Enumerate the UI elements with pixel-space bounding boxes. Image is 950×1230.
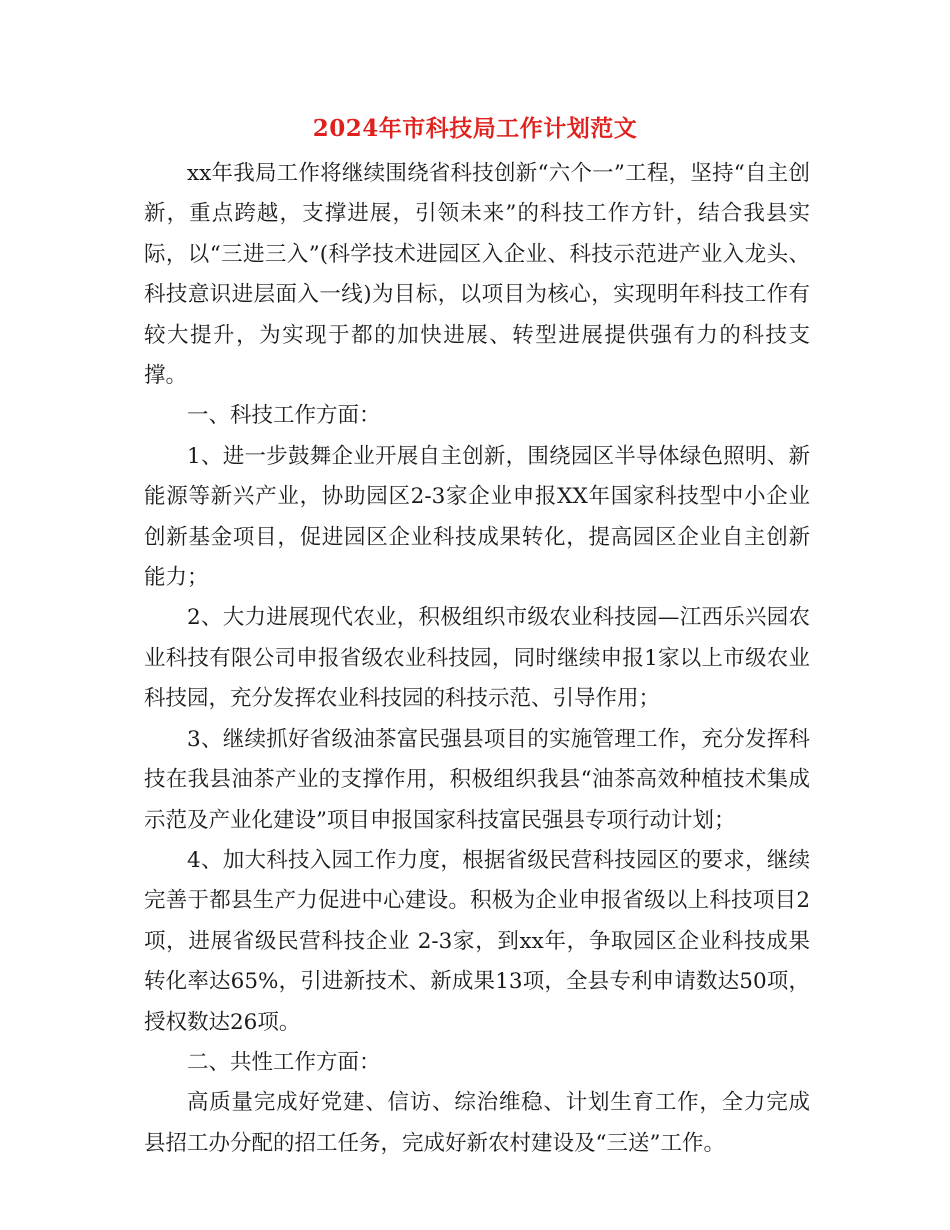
section-heading-tech: 一、科技工作方面： — [187, 403, 381, 429]
section-heading-common: 二、共性工作方面： — [187, 1049, 381, 1075]
paragraph-item-2: 2、大力进展现代农业，积极组织市级农业科技园—江西乐兴园农业科技有限公司申报省级农业科技园，同时继续申报1家以上市级农业科技园，充分发挥农业科技园的科技示范、引导作用； — [144, 605, 810, 712]
document-body — [144, 154, 810, 1164]
paragraph-intro: xx年我局工作将继续围绕省科技创新“六个一”工程，坚持“自主创新，重点跨越，支撑进展，引领未来”的科技工作方针，结合我县实际，以“三进三入”(科学技术进园区入企业、科技示范进产业入龙头、科技意识进层面入一线)为目标，以项目为核心，实现明年科技工作有较大提升，为实现于都的加快进展、转型进展提供强有力的科技支撑。 — [144, 161, 810, 389]
paragraph-item-3: 3、继续抓好省级油茶富民强县项目的实施管理工作，充分发挥科技在我县油茶产业的支撑作用，积极组织我县“油茶高效种植技术集成示范及产业化建设”项目申报国家科技富民强县专项行动计划； — [144, 726, 810, 833]
paragraph-item-1: 1、进一步鼓舞企业开展自主创新，围绕园区半导体绿色照明、新能源等新兴产业，协助园区2-3家企业申报XX年国家科技型中小企业创新基金项目，促进园区企业科技成果转化，提高园区企业自主创新能力； — [144, 443, 810, 591]
paragraph-item-4: 4、加大科技入园工作力度，根据省级民营科技园区的要求，继续完善于都县生产力促进中心建设。积极为企业申报省级以上科技项目2项，进展省级民营科技企业 2-3家，到xx年，争取园区企业科技成果转化率达65%，引进新技术、新成果13项，全县专利申请数达50项，授权数达26项。 — [144, 847, 810, 1035]
document-title: 2024年市科技局工作计划范文 — [312, 115, 638, 142]
paragraph-common-work: 高质量完成好党建、信访、综治维稳、计划生育工作，全力完成县招工办分配的招工任务，完成好新农村建设及“三送”工作。 — [144, 1090, 810, 1156]
